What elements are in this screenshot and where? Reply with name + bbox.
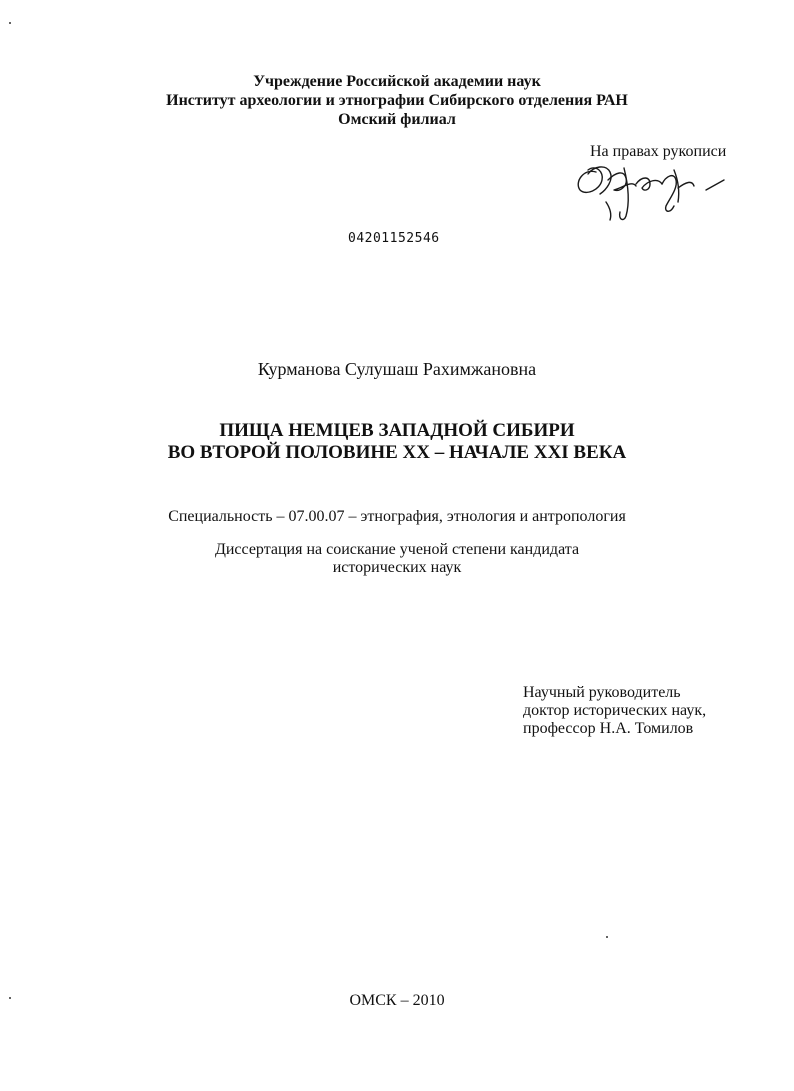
- supervisor-block: [523, 684, 706, 738]
- supervisor-line: профессор Н.А. Томилов: [523, 720, 694, 737]
- manuscript-note: На правах рукописи: [590, 143, 727, 160]
- institution-header: [0, 72, 794, 129]
- signature-scribble: [566, 150, 736, 230]
- specialty-line: Специальность – 07.00.07 – этнография, этнология и антропология: [168, 508, 626, 525]
- scan-speck: [606, 936, 608, 938]
- title-line: ПИЩА НЕМЦЕВ ЗАПАДНОЙ СИБИРИ: [219, 420, 575, 441]
- degree-statement: [0, 541, 794, 577]
- scan-speck: [9, 997, 11, 999]
- catalog-number: 04201152546: [348, 231, 440, 246]
- city-year: ОМСК – 2010: [349, 992, 445, 1009]
- supervisor-line: доктор исторических наук,: [523, 702, 707, 719]
- institution-line: Омский филиал: [338, 111, 456, 128]
- institution-line: Институт археологии и этнографии Сибирского отделения РАН: [166, 92, 628, 109]
- author-name: Курманова Сулушаш Рахимжановна: [257, 359, 537, 379]
- supervisor-line: Научный руководитель: [523, 684, 681, 701]
- institution-line: Учреждение Российской академии наук: [253, 73, 541, 90]
- degree-line: исторических наук: [332, 559, 462, 576]
- scan-speck: [9, 22, 11, 24]
- degree-line: Диссертация на соискание ученой степени кандидата: [214, 541, 580, 558]
- dissertation-title: [0, 420, 794, 464]
- title-line: ВО ВТОРОЙ ПОЛОВИНЕ XX – НАЧАЛЕ XXI ВЕКА: [167, 442, 627, 463]
